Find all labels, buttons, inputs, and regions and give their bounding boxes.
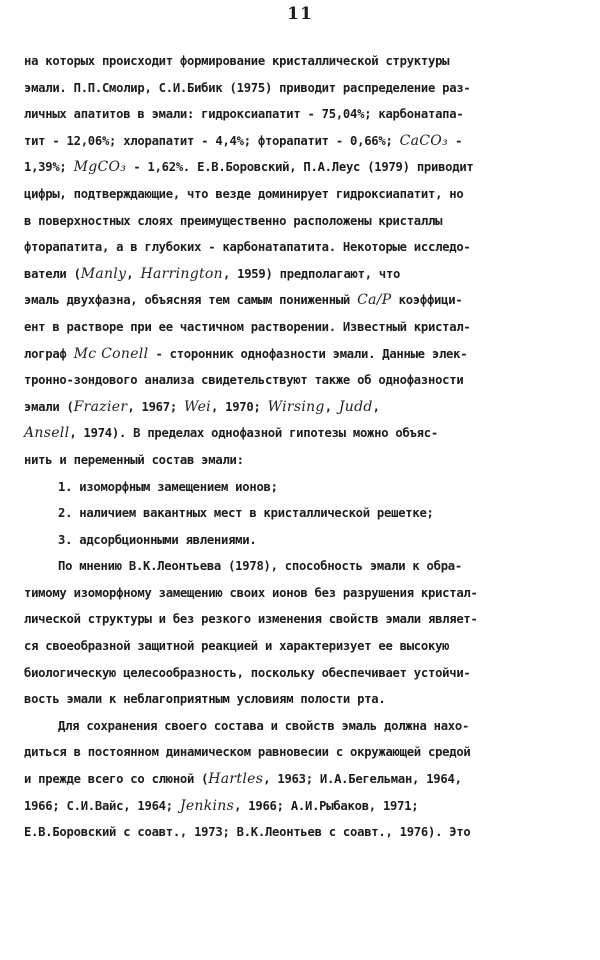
handwritten-insert: Wirsing — [267, 398, 325, 415]
handwritten-insert: Harrington — [140, 265, 223, 282]
text-line — [24, 660, 584, 687]
page-number: 11 — [287, 4, 313, 24]
typed-text: - сторонник однофазности эмали. Данные элек- — [148, 346, 468, 361]
body-text — [24, 48, 584, 846]
typed-text: , 1959) предполагают, что — [222, 266, 401, 281]
text-line — [24, 367, 584, 394]
handwritten-insert: Manly — [80, 265, 127, 282]
typed-text: тимому изоморфному замещению своих ионов без разрушения кристал- — [24, 585, 478, 600]
text-line — [24, 766, 584, 793]
handwritten-insert: Judd — [338, 398, 373, 415]
text-line — [24, 101, 584, 128]
typed-text: эмали. П.П.Смолир, С.И.Бибик (1975) приводит распределение раз- — [24, 80, 471, 95]
typed-text: на которых происходит формирование кристаллической структуры — [24, 54, 450, 68]
handwritten-insert: Wei — [184, 398, 211, 415]
handwritten-insert: Ca/P — [357, 292, 392, 309]
handwritten-insert: Ansell — [24, 425, 70, 442]
typed-text: фторапатита, а в глубоких - карбонатапатита. Некоторые исследо- — [24, 240, 471, 255]
typed-text: тит - 12,06%; хлорапатит - 4,4%; фторапатит - 0,66%; — [24, 133, 400, 148]
text-line — [24, 713, 584, 740]
typed-text: - — [448, 133, 463, 148]
text-line — [24, 553, 584, 580]
typed-text: 2. наличием вакантных мест в кристаллической решетке; — [58, 506, 434, 521]
typed-text: ся своеобразной защитной реакцией и характеризует ее высокую — [24, 639, 450, 654]
text-line — [24, 234, 584, 261]
typed-text: 1. изоморфным замещением ионов; — [58, 479, 278, 494]
typed-text: Для сохранения своего состава и свойств эмаль должна нахо- — [58, 718, 470, 733]
typed-text: ватели ( — [24, 266, 81, 281]
text-line — [24, 633, 584, 660]
text-line — [24, 686, 584, 713]
typed-text: вость эмали к неблагоприятным условиям полости рта. — [24, 692, 386, 707]
text-line — [24, 739, 584, 766]
typed-text: , 1963; И.А.Бегельман, 1964, — [263, 772, 462, 787]
typed-text: нить и переменный состав эмали: — [24, 452, 244, 467]
typed-text: эмаль двухфазна, объясняя тем самым пониженный — [24, 293, 358, 308]
text-line — [24, 394, 584, 421]
typed-text: , 1966; А.И.Рыбаков, 1971; — [234, 798, 419, 813]
text-line — [24, 580, 584, 607]
handwritten-insert: Hartles — [208, 771, 264, 788]
typed-text: эмали ( — [24, 399, 74, 414]
text-line — [24, 261, 584, 288]
typed-text: 1966; С.И.Вайс, 1964; — [24, 798, 180, 813]
text-line — [24, 287, 584, 314]
typed-text: личных апатитов в эмали: гидроксиапатит - 75,04%; карбонатапа- — [24, 107, 464, 122]
typed-text: , — [324, 399, 339, 414]
handwritten-insert: MgCO₃ — [73, 159, 127, 176]
typed-text: коэффици- — [391, 293, 463, 308]
typed-text: в поверхностных слоях преимущественно расположены кристаллы — [24, 213, 443, 228]
text-line — [24, 181, 584, 208]
text-line — [24, 819, 584, 846]
typed-text: ент в растворе при ее частичном растворении. Известный кристал- — [24, 319, 471, 334]
typed-text: тронно-зондового анализа свидетельствуют также об однофазности — [24, 373, 464, 388]
text-line — [24, 75, 584, 102]
typed-text: 1,39%; — [24, 160, 74, 175]
handwritten-insert: Jenkins — [179, 797, 235, 814]
text-line — [24, 48, 584, 75]
handwritten-insert: CaCO₃ — [399, 132, 449, 149]
text-line — [24, 128, 584, 155]
text-line — [24, 154, 584, 181]
text-line — [24, 420, 584, 447]
text-line — [24, 314, 584, 341]
text-line — [24, 341, 584, 368]
typed-text: лической структуры и без резкого изменения свойств эмали являет- — [24, 612, 478, 627]
typed-text: 3. адсорбционными явлениями. — [58, 532, 257, 547]
typed-text: диться в постоянном динамическом равновесии с окружающей средой — [24, 745, 471, 760]
handwritten-insert: Frazier — [73, 398, 128, 415]
typed-text: , 1967; — [127, 399, 185, 414]
text-line — [24, 447, 584, 474]
handwritten-insert: Mc Conell — [73, 345, 149, 362]
typed-text: Е.В.Боровский с соавт., 1973; В.К.Леонтьев с соавт., 1976). Это — [24, 825, 471, 840]
text-line — [24, 527, 584, 554]
text-line — [24, 793, 584, 820]
text-line — [24, 606, 584, 633]
typed-text: По мнению В.К.Леонтьева (1978), способность эмали к обра- — [58, 559, 462, 574]
typed-text: , 1974). В пределах однофазной гипотезы можно объяс- — [69, 426, 438, 441]
typed-text: цифры, подтверждающие, что везде доминирует гидроксиапатит, но — [24, 186, 464, 201]
typed-text: , — [372, 399, 380, 414]
text-line — [24, 500, 584, 527]
text-line — [24, 208, 584, 235]
text-line — [24, 474, 584, 501]
typed-text: - 1,62%. Е.В.Боровский, П.А.Леус (1979) приводит — [126, 160, 474, 175]
typed-text: , 1970; — [210, 399, 268, 414]
typed-text: биологическую целесообразность, поскольку обеспечивает устойчи- — [24, 665, 471, 680]
typed-text: и прежде всего со слюной ( — [24, 772, 209, 787]
typed-text: лограф — [24, 346, 74, 361]
typed-text: , — [126, 266, 141, 281]
